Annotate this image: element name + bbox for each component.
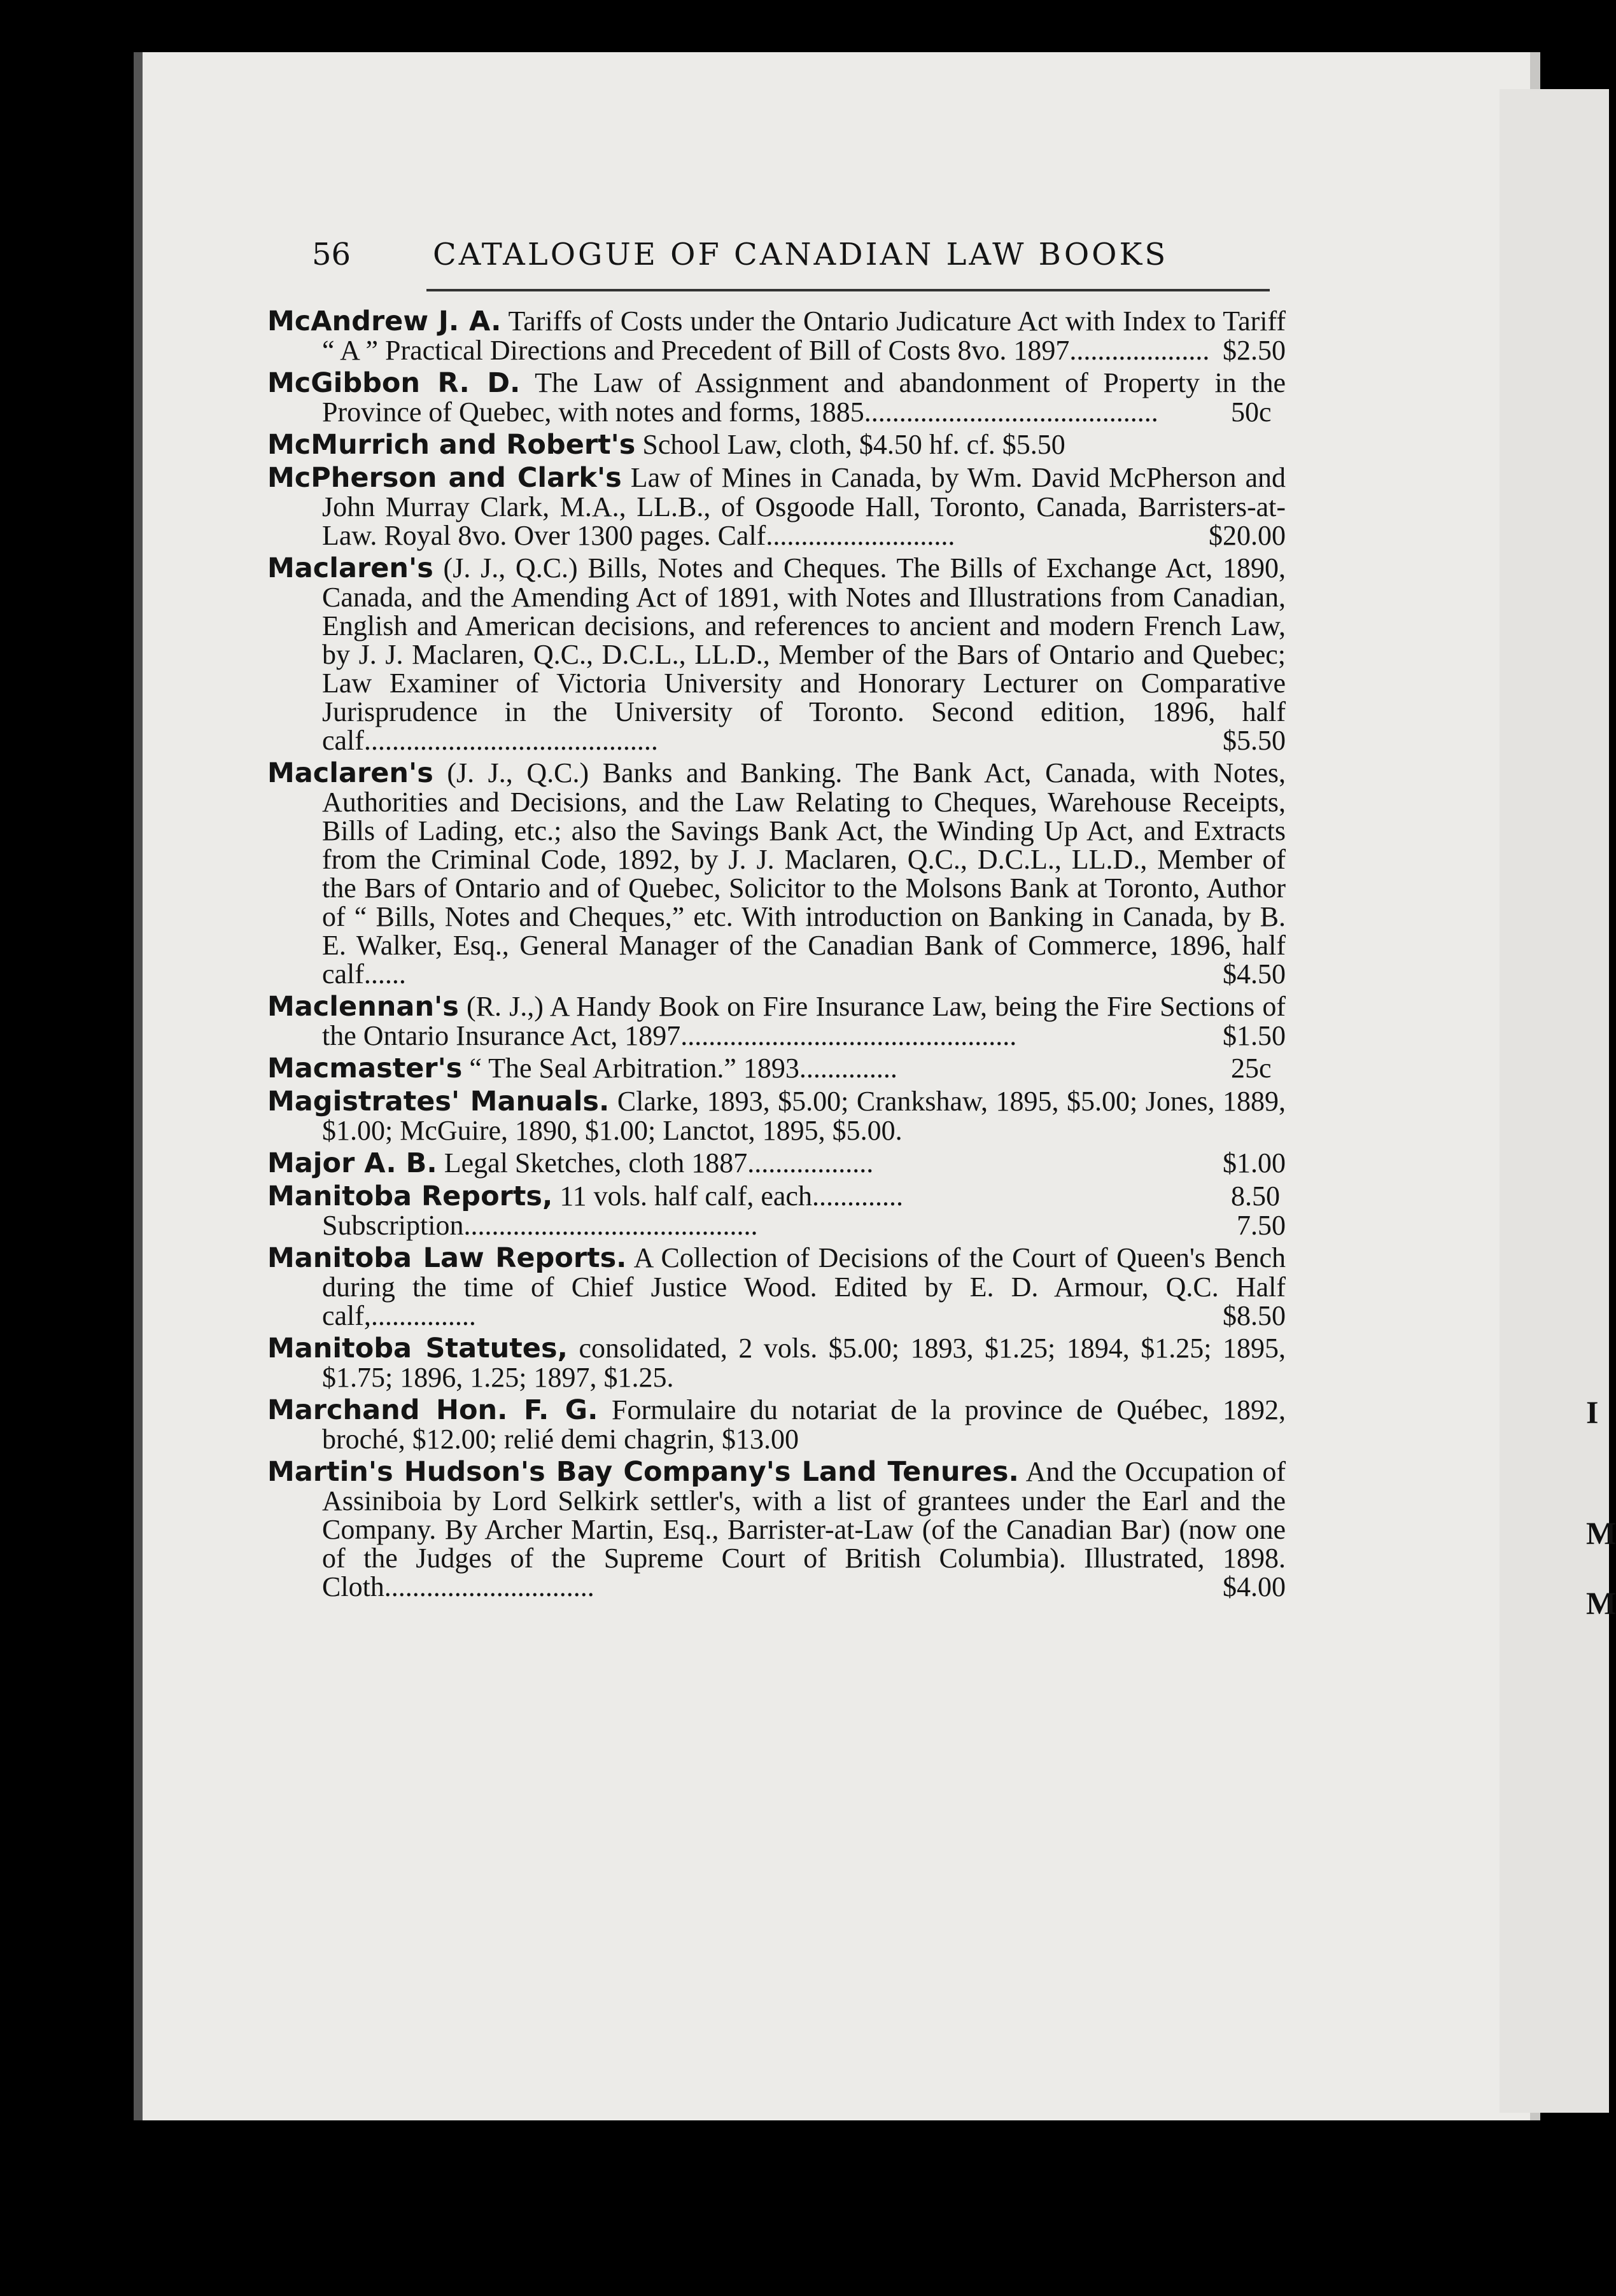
entry-name: Macmaster's — [267, 1053, 463, 1084]
catalogue-entry — [267, 1243, 1286, 1330]
catalogue-entry — [267, 1457, 1286, 1601]
entry-name: Maclaren's — [267, 552, 433, 584]
catalogue-entry-subline — [267, 1211, 1286, 1240]
entry-name: Major A. B. — [267, 1147, 437, 1179]
entry-price: $4.00 — [1223, 1571, 1286, 1602]
entry-name: Manitoba Statutes, — [267, 1333, 568, 1364]
entry-price: $1.00 — [1223, 1147, 1286, 1179]
catalogue-entries — [267, 307, 1286, 1605]
entry-price: $20.00 — [1209, 520, 1286, 551]
entry-text: consolidated, 2 vols. $5.00; 1893, $1.25; 1894, $1.25; 1895, $1.75; 1896, 1.25; 1897, $1.25. — [322, 1333, 1286, 1393]
entry-text: Law of Mines in Canada, by Wm. David McPherson and John Murray Clark, M.A., LL.B., of Osgoode Hall, Toronto, Canada, Barristers-at-Law. Royal 8vo. Over 1300 pages. Calf........................... — [322, 462, 1286, 551]
adjacent-page-letter: M — [1586, 1585, 1616, 1621]
entry-name: McPherson and Clark's — [267, 462, 622, 494]
entry-name: Marchand Hon. F. G. — [267, 1394, 598, 1426]
entry-text: (R. J.,) A Handy Book on Fire Insurance Law, being the Fire Sections of the Ontario Insurance Act, 1897................................................ — [322, 991, 1286, 1051]
entry-text: Clarke, 1893, $5.00; Crankshaw, 1895, $5.00; Jones, 1889, $1.00; McGuire, 1890, $1.00; Lanctot, 1895, $5.00. — [322, 1086, 1286, 1146]
entry-text: (J. J., Q.C.) Bills, Notes and Cheques. The Bills of Exchange Act, 1890, Canada, and the Amending Act of 1891, with Notes and Illustrations from Canadian, English and American decisions, and references to ancient and modern French Law, by J. J. Maclaren, Q.C., D.C.L., LL.D., Member of the Bars of Ontario and Quebec; Law Examiner of Victoria University and Honorary Lecturer on Comparative Jurisprudence in the University of Toronto. Second edition, 1896, half calf.......................................... — [322, 552, 1286, 756]
entry-price: $8.50 — [1223, 1300, 1286, 1331]
entry-text: Formulaire du notariat de la province de Québec, 1892, broché, $12.00; relié demi chagrin, $13.00 — [322, 1394, 1286, 1455]
entry-price: $4.50 — [1223, 958, 1286, 990]
catalogue-entry — [267, 430, 1286, 459]
catalogue-entry — [267, 463, 1286, 550]
catalogue-entry — [267, 307, 1286, 365]
entry-text: “ The Seal Arbitration.” 1893.............. — [469, 1053, 897, 1084]
entry-text: And the Occupation of Assiniboia by Lord Selkirk settler's, with a list of grantees under the Earl and the Company. By Archer Martin, Esq., Barrister-at-Law (of the Canadian Bar) (now one of the Judges of the Supreme Court of British Columbia). Illustrated, 1898. Cloth.............................. — [322, 1456, 1286, 1602]
entry-name: Maclennan's — [267, 991, 459, 1023]
adjacent-page-letter: I — [1586, 1394, 1599, 1430]
catalogue-entry — [267, 1334, 1286, 1392]
catalogue-entry: McGibbon R. D. The Law of Assignment and abandonment of Property in the Province of Quebec, with notes and forms, 1885.......................................... 50c — [267, 367, 1286, 428]
entry-name: McGibbon R. D. — [267, 367, 521, 399]
catalogue-entry — [267, 992, 1286, 1050]
header-rule — [426, 289, 1270, 291]
entry-text: A Collection of Decisions of the Court of Queen's Bench during the time of Chief Justice Wood. Edited by E. D. Armour, Q.C. Half calf,............... — [322, 1242, 1286, 1331]
entry-name: Magistrates' Manuals. — [267, 1086, 610, 1117]
catalogue-entry: Macmaster's “ The Seal Arbitration.” 1893.............. 25c — [267, 1053, 1272, 1084]
running-title: CATALOGUE OF CANADIAN LAW BOOKS — [433, 237, 1169, 272]
entry-price: $5.50 — [1223, 725, 1286, 756]
entry-name: Manitoba Law Reports. — [267, 1242, 627, 1274]
adjacent-page-letter: M — [1586, 1515, 1616, 1551]
adjacent-page — [1500, 89, 1609, 2113]
entry-text: Legal Sketches, cloth 1887.................. — [444, 1147, 874, 1179]
catalogue-entry — [267, 1087, 1286, 1145]
entry-price: $2.50 — [1223, 335, 1286, 366]
entry-name: McAndrew J. A. — [267, 305, 502, 337]
entry-text: The Law of Assignment and abandonment of Property in the Province of Quebec, with notes and forms, 1885.......................................... — [322, 367, 1286, 428]
entry-text: (J. J., Q.C.) Banks and Banking. The Bank Act, Canada, with Notes, Authorities and Decisions, and the Law Relating to Cheques, Warehouse Receipts, Bills of Lading, etc.; also the Savings Bank Act, the Winding Up Act, and Extracts from the Criminal Code, 1892, by J. J. Maclaren, Q.C., D.C.L., LL.D., Member of the Bars of Ontario and of Quebec, Solicitor to the Molsons Bank at Toronto, Author of “ Bills, Notes and Cheques,” etc. With introduction on Banking in Canada, by B. E. Walker, Esq., General Manager of the Canadian Bank of Commerce, 1896, half calf...... — [322, 757, 1286, 990]
entry-text: Subscription.......................................... — [322, 1210, 758, 1241]
page-number: 56 — [312, 237, 351, 272]
entry-text: School Law, cloth, $4.50 hf. cf. $5.50 — [642, 429, 1065, 460]
entry-text: Tariffs of Costs under the Ontario Judicature Act with Index to Tariff “ A ” Practical Directions and Precedent of Bill of Costs 8vo. 1897.................... — [322, 305, 1286, 366]
entry-name: Maclaren's — [267, 757, 433, 789]
page-header — [312, 233, 1270, 277]
entry-name: Martin's Hudson's Bay Company's Land Tenures. — [267, 1456, 1019, 1488]
entry-price: $1.50 — [1223, 1020, 1286, 1051]
entry-price: 7.50 — [1237, 1210, 1286, 1241]
catalogue-entry: Manitoba Reports, 11 vols. half calf, each............. 8.50 — [267, 1180, 1280, 1212]
entry-name: Manitoba Reports, — [267, 1180, 553, 1212]
catalogue-entry — [267, 1149, 1286, 1178]
catalogue-entry — [267, 1396, 1286, 1453]
entry-name: McMurrich and Robert's — [267, 429, 636, 461]
entry-text: 11 vols. half calf, each............. — [559, 1180, 903, 1212]
catalogue-entry — [267, 554, 1286, 755]
catalogue-entry — [267, 759, 1286, 988]
